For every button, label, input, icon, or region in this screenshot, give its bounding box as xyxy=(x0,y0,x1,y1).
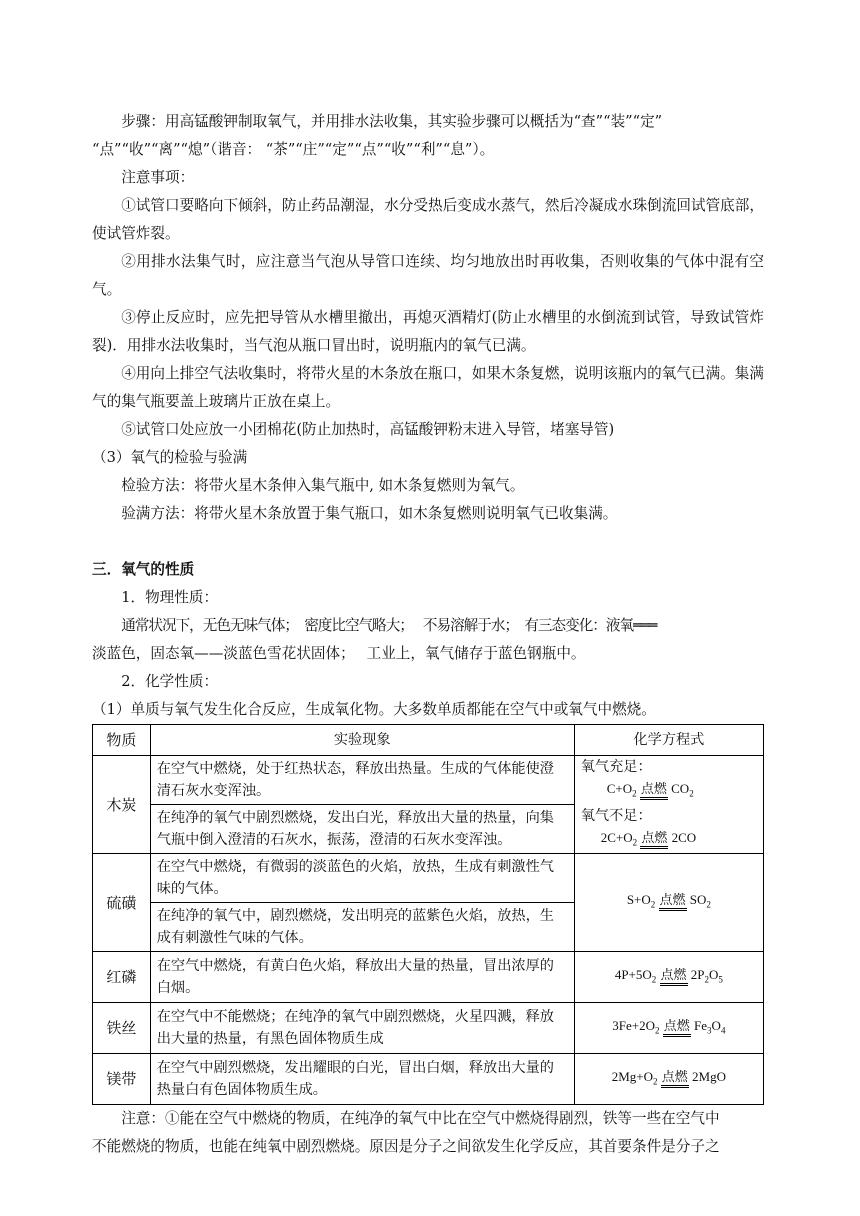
charcoal-equation-sufficient: $C+O_2$ 点燃 $CO_2$ xyxy=(606,781,694,799)
section-title: 三．氧气的性质 xyxy=(92,561,195,578)
substance-sulfur: 硫磺 xyxy=(93,854,151,952)
table-row xyxy=(93,756,764,805)
sulfur-equation: $S+O_2$ 点燃 $SO_2$ xyxy=(626,892,711,910)
note-item-3: ③停止反应时，应先把导管从水槽里撤出，再熄灭酒精灯(防止水槽里的水倒流到试管，导致试管炸裂)．用排水法收集时，当气泡从瓶口冒出时，说明瓶内的氧气已满。 xyxy=(92,309,764,354)
check-test-method: 检验方法：将带火星木条伸入集气瓶中, 如木条复燃则为氧气。 xyxy=(121,477,525,494)
substance-phosphorus: 红磷 xyxy=(93,952,151,1003)
table-row xyxy=(93,952,764,1003)
table-row xyxy=(93,854,764,903)
charcoal-equation-insufficient: $2C+O_2$ 点燃 2CO xyxy=(600,829,697,848)
notes-title: 注意事项： xyxy=(121,169,195,186)
substance-iron: 铁丝 xyxy=(93,1003,151,1054)
condition-ignite: 点燃 xyxy=(640,832,668,849)
footer-line-2: 不能燃烧的物质，也能在纯氧中剧烈燃烧。原因是分子之间欲发生化学反应，其首要条件是分子之 xyxy=(92,1138,720,1156)
check-full-method: 验满方法：将带火星木条放置于集气瓶口，如木条复燃则说明氧气已收集满。 xyxy=(121,505,618,522)
footer-line-1: 注意：①能在空气中燃烧的物质，在纯净的氧气中比在空气中燃烧得剧烈，铁等一些在空气中 xyxy=(121,1110,720,1128)
magnesium-equation-cell xyxy=(574,1054,763,1105)
charcoal-equations xyxy=(574,756,763,854)
physical-title: 1．物理性质： xyxy=(121,589,219,606)
iron-obs: 在空气中不能燃烧；在纯净的氧气中剧烈燃烧，火星四溅，释放出大量的热量，有黑色固体物质生成 xyxy=(150,1003,574,1054)
header-equation: 化学方程式 xyxy=(574,725,763,756)
magnesium-equation: $2Mg+O_2$ 点燃 2MgO xyxy=(611,1068,726,1087)
header-phenomenon: 实验现象 xyxy=(150,725,574,756)
magnesium-obs: 在空气中剧烈燃烧，发出耀眼的白光，冒出白烟，释放出大量的热量白有色固体物质生成。 xyxy=(150,1054,574,1105)
chemical-intro: （1）单质与氧气发生化合反应，生成氧化物。大多数单质都能在空气中或氧气中燃烧。 xyxy=(92,701,656,718)
physical-line-2: 淡蓝色，固态氧——淡蓝色雪花状固体； 工业上，氧气储存于蓝色钢瓶中。 xyxy=(92,645,586,662)
note-item-4: ④用向上排空气法收集时，将带火星的木条放在瓶口，如果木条复燃，说明该瓶内的氧气已满。集满气的集气瓶要盖上玻璃片正放在桌上。 xyxy=(92,365,764,410)
substance-charcoal: 木炭 xyxy=(93,756,151,854)
charcoal-insufficient-label: 氧气不足： xyxy=(580,807,652,824)
sulfur-obs-oxygen: 在纯净的氧气中，剧烈燃烧，发出明亮的蓝紫色火焰，放热，生成有刺激性气味的气体。 xyxy=(150,903,574,952)
phosphorus-obs: 在空气中燃烧，有黄白色火焰，释放出大量的热量，冒出浓厚的白烟。 xyxy=(150,952,574,1003)
steps-line-2: “点”“收”“离”“熄”（谐音： “茶”“庄”“定”“点”“收”“利”“息”）。 xyxy=(92,141,495,158)
table-row xyxy=(93,1054,764,1105)
condition-ignite: 点燃 xyxy=(663,1020,691,1037)
header-substance: 物质 xyxy=(93,725,151,756)
reaction-table xyxy=(92,724,764,1105)
note-item-5: ⑤试管口处应放一小团棉花(防止加热时，高锰酸钾粉末进入导管，堵塞导管) xyxy=(121,421,615,438)
table-row xyxy=(93,1003,764,1054)
note-item-1: ①试管口要略向下倾斜，防止药品潮湿，水分受热后变成水蒸气，然后冷凝成水珠倒流回试管底部，使试管炸裂。 xyxy=(92,197,764,242)
charcoal-obs-air: 在空气中燃烧，处于红热状态，释放出热量。生成的气体能使澄清石灰水变浑浊。 xyxy=(150,756,574,805)
document-page xyxy=(92,108,764,1161)
table-header-row xyxy=(93,725,764,756)
condition-ignite: 点燃 xyxy=(660,969,688,986)
check-title: （3）氧气的检验与验满 xyxy=(92,449,248,466)
chemical-title: 2．化学性质： xyxy=(121,673,219,690)
condition-ignite: 点燃 xyxy=(661,1071,689,1088)
physical-line-1: 通常状况下，无色无味气体； 密度比空气略大； 不易溶解于水； 有三态变化：液氧═══ xyxy=(121,617,657,634)
iron-equation-cell xyxy=(574,1003,763,1054)
condition-ignite: 点燃 xyxy=(640,783,668,800)
phosphorus-equation: $4P+5O_2$ 点燃 $2P_2O_5$ xyxy=(614,966,723,985)
substance-magnesium: 镁带 xyxy=(93,1054,151,1105)
sulfur-equation-cell xyxy=(574,854,763,952)
charcoal-sufficient-label: 氧气充足： xyxy=(580,759,652,775)
phosphorus-equation-cell xyxy=(574,952,763,1003)
sulfur-obs-air: 在空气中燃烧，有微弱的淡蓝色的火焰，放热，生成有刺激性气味的气体。 xyxy=(150,854,574,903)
charcoal-obs-oxygen: 在纯净的氧气中剧烈燃烧，发出白光，释放出大量的热量，向集气瓶中倒入澄清的石灰水，振荡，澄清的石灰水变浑浊。 xyxy=(150,805,574,854)
iron-equation: $3Fe+2O_2$ 点燃 $Fe_3O_4$ xyxy=(612,1017,726,1036)
steps-line-1: 步骤：用高锰酸钾制取氧气，并用排水法收集，其实验步骤可以概括为“查”“装”“定” xyxy=(121,113,663,130)
note-item-2: ②用排水法集气时，应注意当气泡从导管口连续、均匀地放出时再收集，否则收集的气体中混有空气。 xyxy=(92,253,764,298)
condition-ignite: 点燃 xyxy=(659,894,687,911)
